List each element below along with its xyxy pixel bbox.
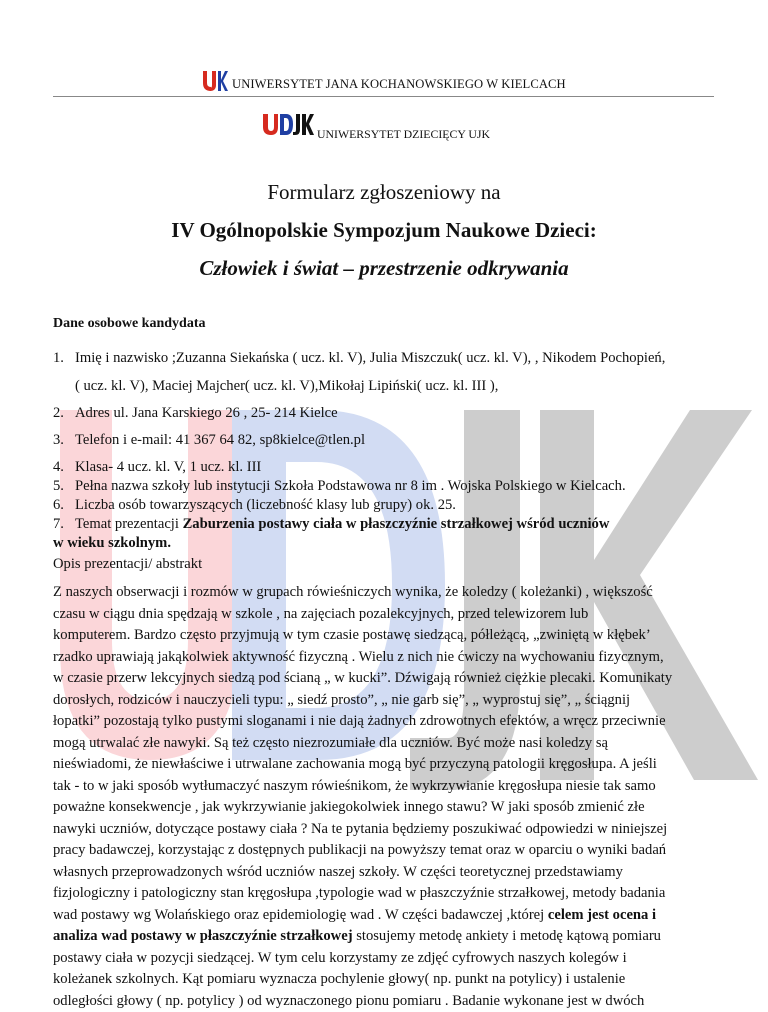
field-5: 5. Pełna nazwa szkoły lub instytucji Szkoła Podstawowa nr 8 im . Wojska Polskiego w Kielcach.: [53, 478, 626, 495]
abstract-emphasis: celem jest ocena i: [548, 907, 656, 923]
abstract-line: rzadko uprawiają jakąkolwiek aktywność fizyczną . Wielu z nich nie ćwiczy na wychowaniu fizycznym,: [53, 647, 721, 669]
abstract-line: w czasie przerw lekcyjnych siedzą pod ścianą „ w kucki”. Dźwigają również ciężkie plecaki. Komunikaty: [53, 668, 721, 690]
university-header: [202, 70, 566, 92]
abstract-line: tak - to w jaki sposób wytłumaczyć naszym rówieśnikom, że wykrzywianie kręgosłupa niesie tak samo: [53, 776, 721, 798]
field-7: 7. Temat prezentacji Zaburzenia postawy ciała w płaszczyźnie strzałkowej wśród uczniów: [53, 516, 609, 533]
abstract-line: Z naszych obserwacji i rozmów w grupach rówieśniczych wynika, że koledzy ( koleżanki) , większość: [53, 582, 721, 604]
ujk-logo: [202, 70, 228, 92]
abstract-line: analiza wad postawy w płaszczyźnie strzałkowej stosujemy metodę ankiety i metodę kątową pomiaru: [53, 926, 721, 948]
abstract-line: nieświadomi, że niewłaściwe i utrwalane zachowania mogą być przyczyną patologii kręgosłupa. A jeśli: [53, 754, 721, 776]
symposium-title: IV Ogólnopolskie Sympozjum Naukowe Dzieci:: [0, 218, 768, 243]
university-name: UNIWERSYTET JANA KOCHANOWSKIEGO W KIELCACH: [232, 77, 566, 92]
form-title: Formularz zgłoszeniowy na: [0, 180, 768, 205]
section-heading: Dane osobowe kandydata: [53, 316, 205, 332]
abstract-line: odległości głowy ( np. potylicy ) od wyznaczonego pionu pomiaru . Badanie wykonane jest w dwóch: [53, 991, 721, 1012]
field-2: 2. Adres ul. Jana Karskiego 26 , 25- 214 Kielce: [53, 405, 338, 422]
abstract-line: fizjologiczny i patologiczny stan kręgosłupa ,typologie wad w płaszczyźnie strzałkowej, metody badania: [53, 883, 721, 905]
abstract-heading: Opis prezentacji/ abstrakt: [53, 556, 202, 573]
abstract-line: koleżanek szkolnych. Kąt pomiaru wyznacza pochylenie głowy( np. punkt na potylicy) i ustalenie: [53, 969, 721, 991]
presentation-topic: Zaburzenia postawy ciała w płaszczyźnie strzałkowej wśród uczniów: [183, 516, 610, 532]
header-divider: [53, 96, 714, 97]
field-1-line1: Imię i nazwisko ;Zuzanna Siekańska ( ucz. kl. V), Julia Miszczuk( ucz. kl. V), , Nikodem Pochopień,: [75, 350, 665, 366]
abstract-body: [53, 582, 721, 1012]
field-1-continuation: ( ucz. kl. V), Maciej Majcher( ucz. kl. V),Mikołaj Lipiński( ucz. kl. III ),: [75, 378, 498, 395]
abstract-line: poważne konsekwencje , jak wykrzywianie jakiegokolwiek innego stawu? W jaki sposób zmienić złe: [53, 797, 721, 819]
abstract-emphasis: analiza wad postawy w płaszczyźnie strzałkowej: [53, 928, 353, 944]
abstract-line: nawyki uczniów, dotyczące postawy ciała ? Na te pytania będziemy poszukiwać odpowiedzi w niniejszej: [53, 819, 721, 841]
symposium-subtitle: Człowiek i świat – przestrzenie odkrywania: [0, 256, 768, 281]
abstract-line: czasu w ciągu dnia spędzają w szkole , na zajęciach pozalekcyjnych, przed telewizorem lub: [53, 604, 721, 626]
field-7-continuation: w wieku szkolnym.: [53, 535, 171, 552]
abstract-line: mogą utrwalać złe nawyki. Są też często niezrozumiałe dla uczniów. Być może nasi koledzy są: [53, 733, 721, 755]
abstract-line: wad postawy wg Wolańskiego oraz epidemiologię wad . W części badawczej ,której celem jest ocena i: [53, 905, 721, 927]
field-6: 6. Liczba osób towarzyszących (liczebność klasy lub grupy) ok. 25.: [53, 497, 456, 514]
udjk-logo: [262, 112, 314, 136]
abstract-line: pracy badawczej, korzystając z dostępnych publikacji na powyższy temat oraz w oparciu o wyniki badań: [53, 840, 721, 862]
abstract-line: własnych przeprowadzonych wśród uczniów naszej szkoły. W części teoretycznej przedstawiamy: [53, 862, 721, 884]
childrens-university-name: UNIWERSYTET DZIECIĘCY UJK: [317, 127, 490, 142]
field-4: 4. Klasa- 4 ucz. kl. V, 1 ucz. kl. III: [53, 459, 261, 476]
abstract-line: komputerem. Bardzo często przyjmują w tym czasie postawę siedzącą, półleżącą, „zwiniętą w kłębek’: [53, 625, 721, 647]
abstract-line: łopatki” pozostają tylko pustymi sloganami i nie dają żadnych zdrowotnych efektów, a wręcz przeciwnie: [53, 711, 721, 733]
abstract-line: postawy ciała w pozycji siedzącej. W tym celu korzystamy ze zdjęć cyfrowych naszych kolegów i: [53, 948, 721, 970]
abstract-line: dorosłych, rodziców i nauczycieli typu: „ siedź prosto”, „ nie garb się”, „ wyprostuj się”, „ ściągnij: [53, 690, 721, 712]
field-1: 1. Imię i nazwisko ;Zuzanna Siekańska ( ucz. kl. V), Julia Miszczuk( ucz. kl. V), , Nikodem Pochopień,: [53, 350, 665, 367]
field-3: 3. Telefon i e-mail: 41 367 64 82, sp8kielce@tlen.pl: [53, 432, 365, 449]
